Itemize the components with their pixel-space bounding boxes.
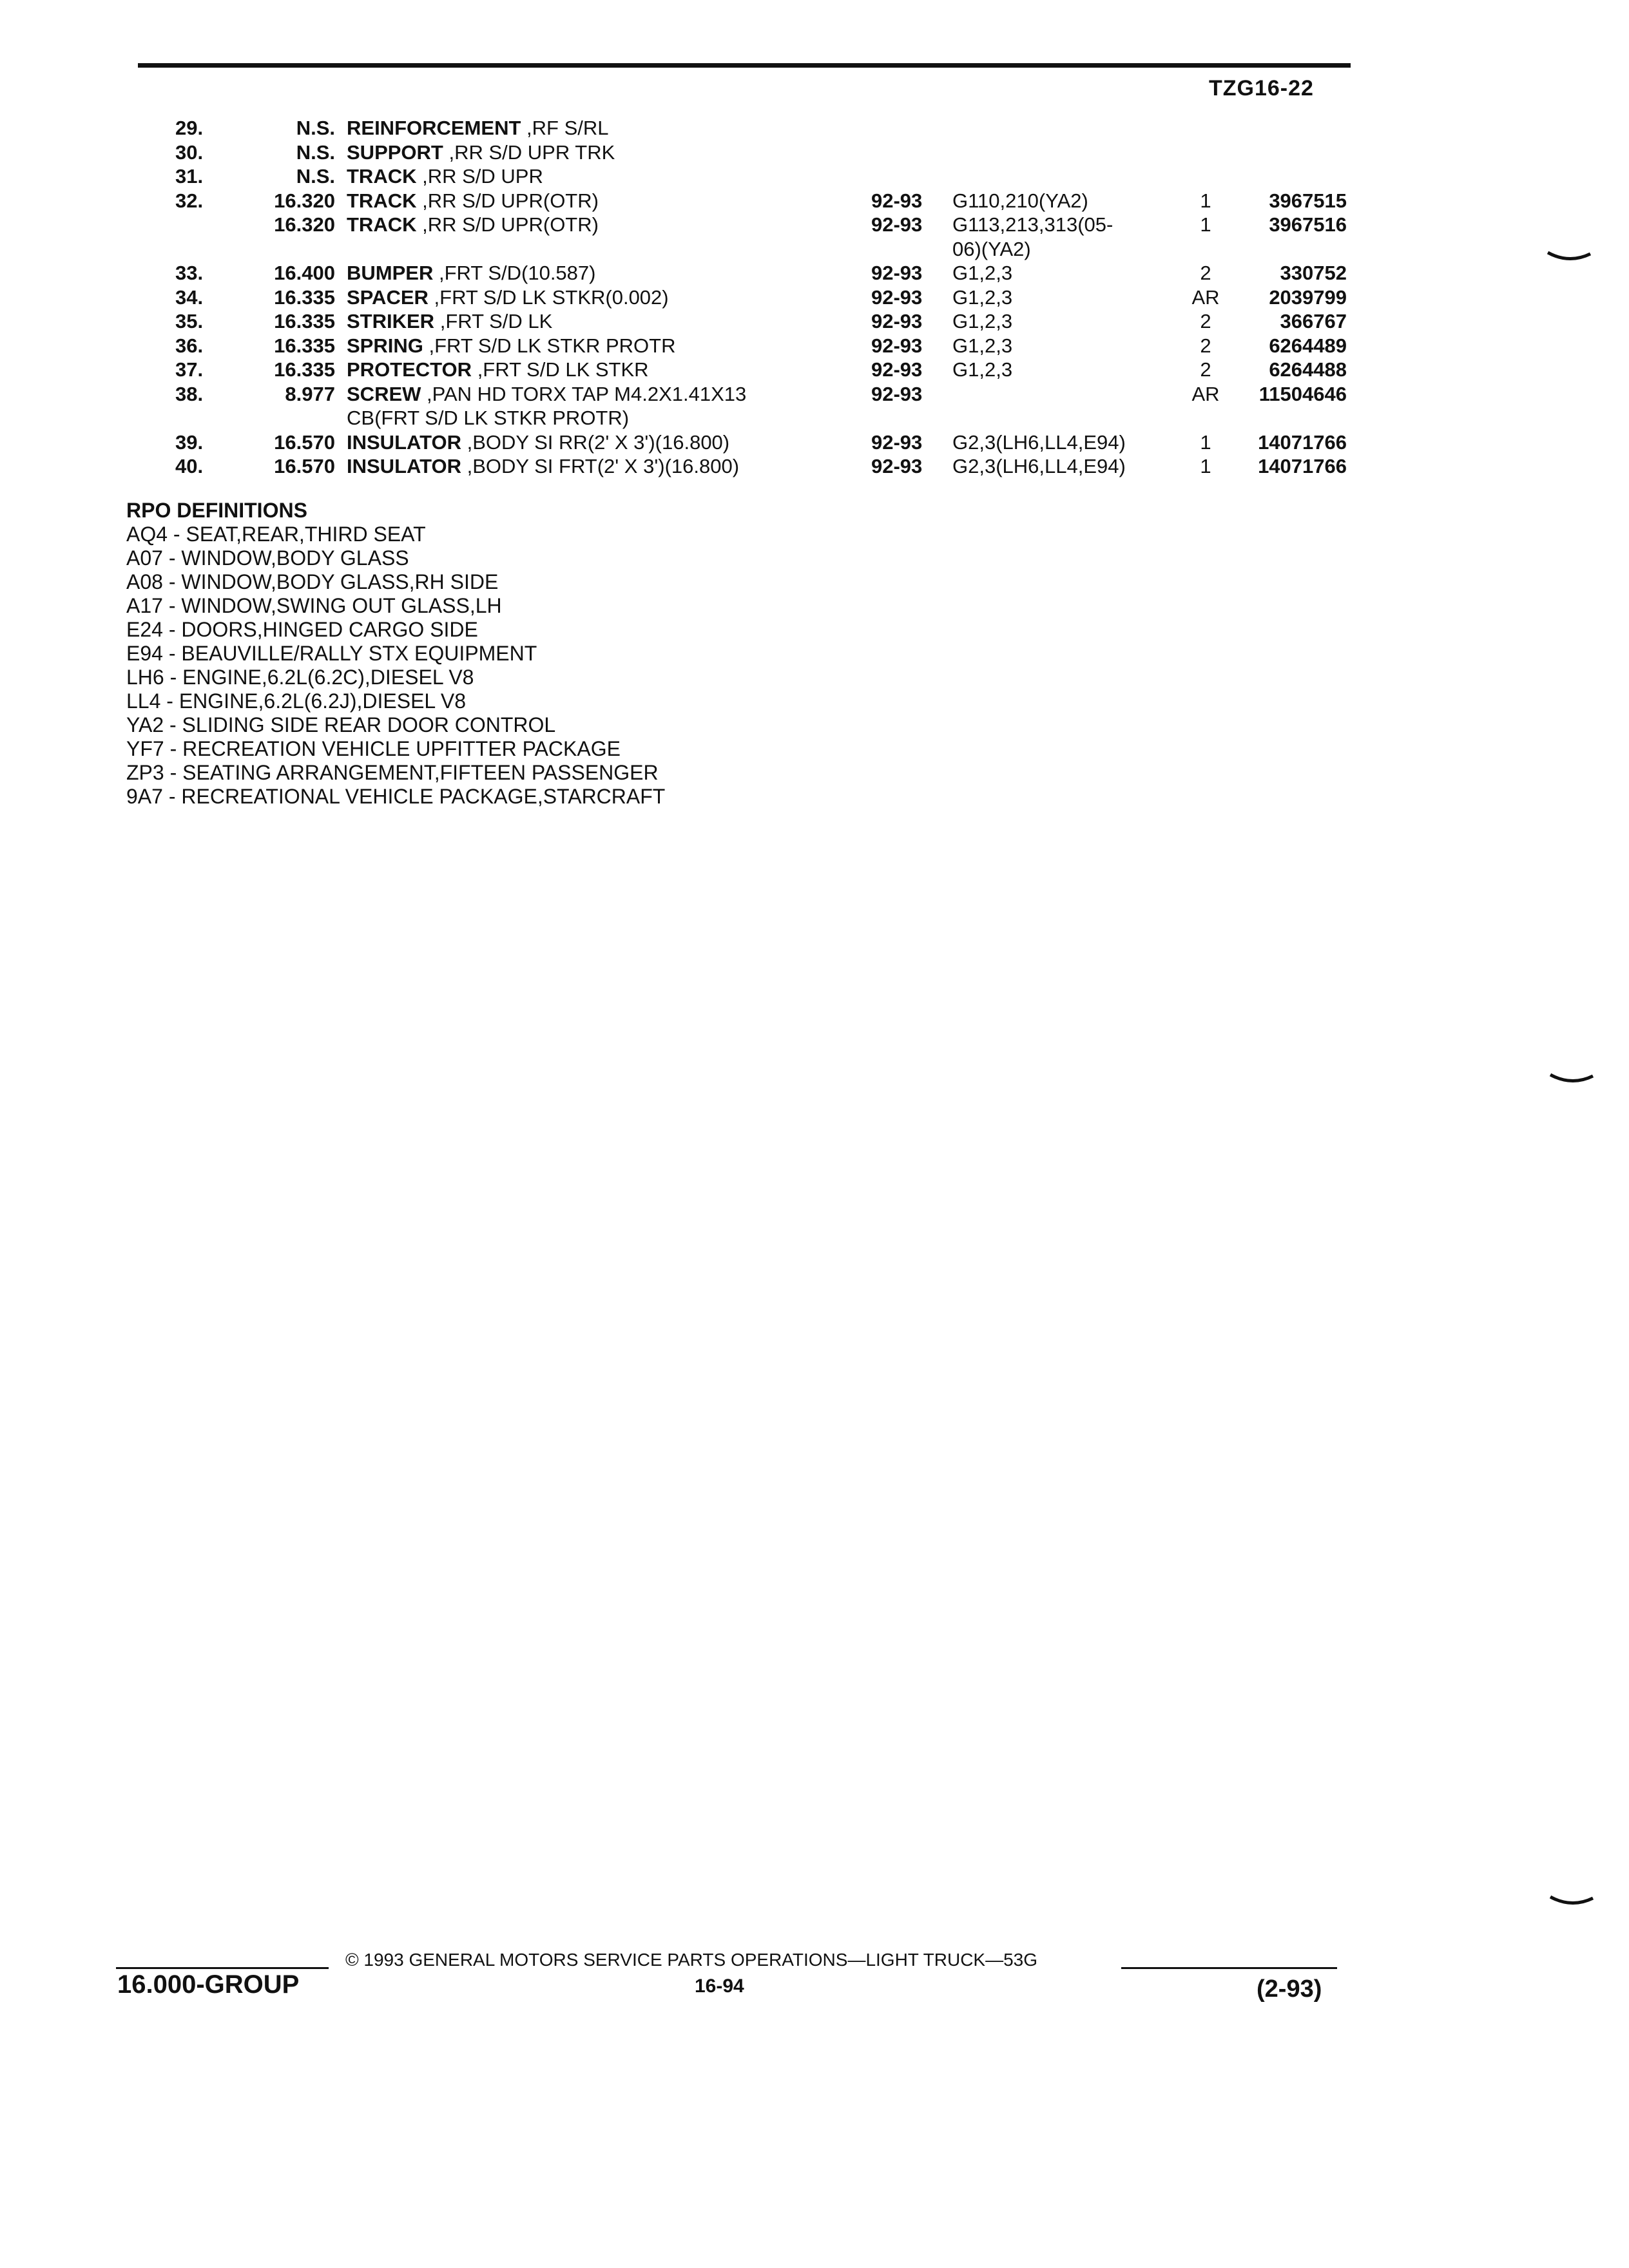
part-detail: ,RR S/D UPR(OTR) bbox=[422, 189, 599, 212]
part-number: 366767 bbox=[1280, 310, 1347, 332]
part-row bbox=[0, 261, 1629, 285]
part-number-index: 37. bbox=[175, 358, 204, 381]
footer-copyright: © 1993 GENERAL MOTORS SERVICE PARTS OPERATIONS—LIGHT TRUCK—53G bbox=[345, 1950, 1038, 1970]
part-name: STRIKER bbox=[347, 310, 435, 332]
binder-hole-mark bbox=[1549, 1894, 1594, 1908]
part-models: 06)(YA2) bbox=[952, 237, 1031, 260]
part-detail: ,FRT S/D LK STKR PROTR bbox=[429, 334, 676, 357]
part-name: SPACER bbox=[347, 285, 429, 309]
part-description bbox=[347, 116, 849, 140]
part-quantity: 2 bbox=[1200, 310, 1211, 332]
part-description bbox=[347, 309, 849, 334]
part-number-index: 33. bbox=[175, 262, 204, 284]
part-row bbox=[0, 237, 1629, 262]
part-row bbox=[0, 309, 1629, 334]
part-row bbox=[0, 334, 1629, 358]
part-row bbox=[0, 140, 1629, 165]
part-row bbox=[0, 430, 1629, 455]
part-row bbox=[0, 358, 1629, 382]
binder-hole-mark bbox=[1549, 1072, 1594, 1086]
part-models: G1,2,3 bbox=[952, 310, 1013, 332]
part-number-index: 29. bbox=[175, 117, 204, 139]
part-name: TRACK bbox=[347, 213, 417, 236]
footer-group-label: 16.000-GROUP bbox=[117, 1970, 300, 1999]
part-name: PROTECTOR bbox=[347, 358, 472, 381]
part-group: N.S. bbox=[296, 165, 335, 187]
part-group: 16.570 bbox=[274, 455, 335, 477]
part-years: 92-93 bbox=[871, 382, 923, 405]
page-code: TZG16-22 bbox=[1209, 76, 1314, 101]
part-name: BUMPER bbox=[347, 262, 434, 284]
footer-rule-left bbox=[116, 1967, 329, 1969]
part-detail: ,PAN HD TORX TAP M4.2X1.41X13 bbox=[427, 382, 747, 405]
part-name: INSULATOR bbox=[347, 430, 461, 454]
part-name: TRACK bbox=[347, 165, 417, 187]
part-row bbox=[0, 213, 1629, 237]
part-description bbox=[347, 406, 849, 430]
part-quantity: 1 bbox=[1200, 189, 1211, 212]
part-detail: ,RR S/D UPR bbox=[422, 165, 543, 187]
part-number-index: 38. bbox=[175, 382, 204, 405]
part-years: 92-93 bbox=[871, 310, 923, 332]
part-name: REINFORCEMENT bbox=[347, 117, 521, 139]
part-years: 92-93 bbox=[871, 189, 923, 212]
part-detail: CB(FRT S/D LK STKR PROTR) bbox=[347, 407, 630, 429]
rpo-item: ZP3 - SEATING ARRANGEMENT,FIFTEEN PASSENGER bbox=[126, 761, 659, 784]
part-detail: ,RF S/RL bbox=[526, 117, 609, 139]
part-description bbox=[347, 213, 849, 237]
part-number-index: 34. bbox=[175, 285, 204, 309]
part-models: G2,3(LH6,LL4,E94) bbox=[952, 455, 1126, 477]
part-detail: ,FRT S/D LK STKR bbox=[477, 358, 649, 381]
part-number-index: 30. bbox=[175, 140, 204, 164]
part-quantity: 1 bbox=[1200, 430, 1211, 454]
part-quantity: AR bbox=[1191, 285, 1220, 309]
rpo-list bbox=[126, 523, 665, 809]
part-description bbox=[347, 334, 849, 358]
part-detail: ,RR S/D UPR(OTR) bbox=[422, 213, 599, 236]
part-group: 16.320 bbox=[274, 189, 335, 212]
part-detail: ,FRT S/D(10.587) bbox=[438, 262, 596, 284]
part-number-index: 31. bbox=[175, 165, 204, 187]
part-description bbox=[347, 454, 849, 479]
top-rule bbox=[138, 63, 1351, 68]
part-description bbox=[347, 285, 849, 310]
part-name: SUPPORT bbox=[347, 140, 443, 164]
part-row bbox=[0, 116, 1629, 140]
part-models: G1,2,3 bbox=[952, 285, 1013, 309]
part-models: G2,3(LH6,LL4,E94) bbox=[952, 430, 1126, 454]
part-models: G110,210(YA2) bbox=[952, 189, 1088, 212]
rpo-item: AQ4 - SEAT,REAR,THIRD SEAT bbox=[126, 523, 426, 546]
part-row bbox=[0, 406, 1629, 430]
part-years: 92-93 bbox=[871, 358, 923, 381]
rpo-item: A08 - WINDOW,BODY GLASS,RH SIDE bbox=[126, 570, 499, 593]
part-name: TRACK bbox=[347, 189, 417, 212]
part-description bbox=[347, 358, 849, 382]
part-description bbox=[347, 382, 849, 407]
rpo-item: YA2 - SLIDING SIDE REAR DOOR CONTROL bbox=[126, 713, 556, 736]
part-number-index: 36. bbox=[175, 334, 204, 357]
part-group: 16.335 bbox=[274, 334, 335, 357]
part-number: 330752 bbox=[1280, 262, 1347, 284]
part-row bbox=[0, 164, 1629, 189]
footer-page-number: 16-94 bbox=[695, 1975, 744, 1997]
part-description bbox=[347, 261, 849, 285]
part-description bbox=[347, 164, 849, 189]
part-detail: ,FRT S/D LK STKR(0.002) bbox=[434, 285, 669, 309]
parts-list bbox=[0, 116, 1629, 479]
part-quantity: 2 bbox=[1200, 334, 1211, 357]
rpo-item: E94 - BEAUVILLE/RALLY STX EQUIPMENT bbox=[126, 642, 537, 665]
part-number: 6264488 bbox=[1269, 358, 1347, 381]
part-number: 11504646 bbox=[1258, 382, 1347, 405]
part-years: 92-93 bbox=[871, 285, 923, 309]
part-row bbox=[0, 189, 1629, 213]
part-years: 92-93 bbox=[871, 430, 923, 454]
part-quantity: 1 bbox=[1200, 213, 1211, 236]
part-group: 16.335 bbox=[274, 285, 335, 309]
part-number: 3967516 bbox=[1269, 213, 1347, 236]
part-models: G1,2,3 bbox=[952, 262, 1013, 284]
rpo-item: 9A7 - RECREATIONAL VEHICLE PACKAGE,STARCRAFT bbox=[126, 785, 666, 808]
part-years: 92-93 bbox=[871, 262, 923, 284]
part-models: G113,213,313(05- bbox=[952, 213, 1113, 236]
part-group: 16.400 bbox=[274, 262, 335, 284]
rpo-definitions bbox=[126, 499, 665, 809]
part-group: 16.320 bbox=[274, 213, 335, 236]
footer-edition: (2-93) bbox=[1257, 1975, 1322, 2003]
part-detail: ,FRT S/D LK bbox=[439, 310, 553, 332]
part-row bbox=[0, 454, 1629, 479]
part-name: SCREW bbox=[347, 382, 421, 405]
part-row bbox=[0, 285, 1629, 310]
part-group: 8.977 bbox=[285, 382, 335, 405]
part-detail: ,RR S/D UPR TRK bbox=[448, 140, 615, 164]
part-number-index: 39. bbox=[175, 430, 204, 454]
rpo-item: YF7 - RECREATION VEHICLE UPFITTER PACKAGE bbox=[126, 737, 621, 760]
part-detail: ,BODY SI FRT(2' X 3')(16.800) bbox=[467, 455, 740, 477]
part-quantity: AR bbox=[1191, 382, 1220, 405]
footer-rule-right bbox=[1121, 1967, 1337, 1969]
part-group: N.S. bbox=[296, 117, 335, 139]
rpo-title: RPO DEFINITIONS bbox=[126, 499, 307, 522]
part-group: 16.570 bbox=[274, 430, 335, 454]
part-number: 3967515 bbox=[1269, 189, 1347, 212]
part-group: 16.335 bbox=[274, 358, 335, 381]
part-number: 14071766 bbox=[1258, 455, 1347, 477]
part-number: 2039799 bbox=[1269, 285, 1347, 309]
part-name: SPRING bbox=[347, 334, 423, 357]
part-group: 16.335 bbox=[274, 310, 335, 332]
part-quantity: 2 bbox=[1200, 262, 1211, 284]
part-name: INSULATOR bbox=[347, 455, 461, 477]
part-number-index: 40. bbox=[175, 455, 204, 477]
part-detail: ,BODY SI RR(2' X 3')(16.800) bbox=[467, 430, 730, 454]
part-number: 14071766 bbox=[1258, 430, 1347, 454]
part-group: N.S. bbox=[296, 140, 335, 164]
rpo-item: A17 - WINDOW,SWING OUT GLASS,LH bbox=[126, 594, 502, 617]
part-models: G1,2,3 bbox=[952, 358, 1013, 381]
part-years: 92-93 bbox=[871, 213, 923, 236]
part-quantity: 1 bbox=[1200, 455, 1211, 477]
rpo-item: A07 - WINDOW,BODY GLASS bbox=[126, 546, 409, 570]
rpo-item: LH6 - ENGINE,6.2L(6.2C),DIESEL V8 bbox=[126, 666, 474, 689]
part-number-index: 32. bbox=[175, 189, 204, 212]
rpo-item: LL4 - ENGINE,6.2L(6.2J),DIESEL V8 bbox=[126, 689, 467, 713]
rpo-item: E24 - DOORS,HINGED CARGO SIDE bbox=[126, 618, 478, 641]
part-description bbox=[347, 189, 849, 213]
binder-hole-mark bbox=[1547, 250, 1592, 264]
part-quantity: 2 bbox=[1200, 358, 1211, 381]
part-description bbox=[347, 430, 849, 455]
part-description bbox=[347, 140, 849, 165]
part-number: 6264489 bbox=[1269, 334, 1347, 357]
part-years: 92-93 bbox=[871, 334, 923, 357]
part-years: 92-93 bbox=[871, 455, 923, 477]
part-row bbox=[0, 382, 1629, 407]
part-number-index: 35. bbox=[175, 310, 204, 332]
part-models: G1,2,3 bbox=[952, 334, 1013, 357]
